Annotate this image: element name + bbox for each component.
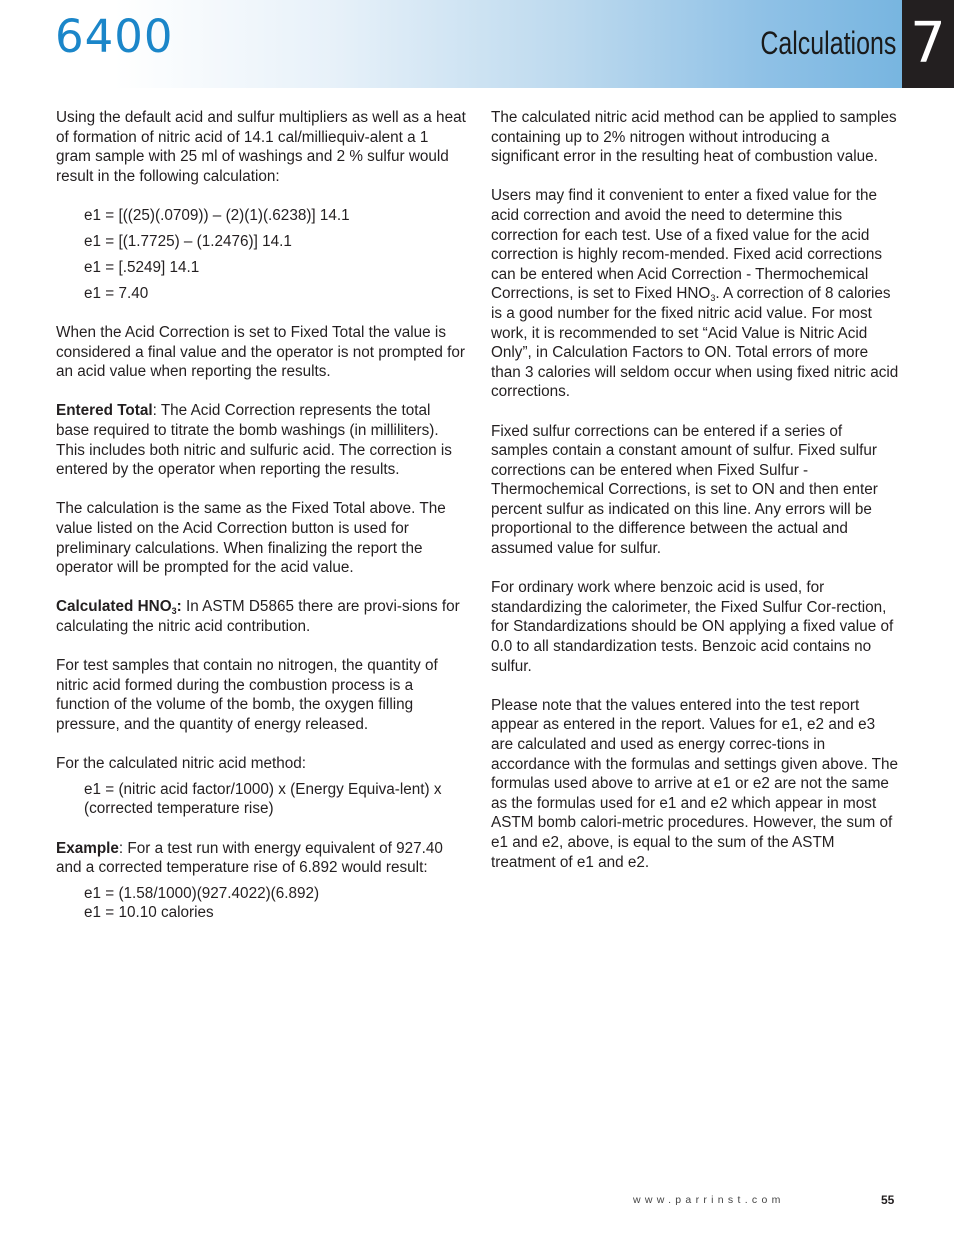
paragraph: Fixed sulfur corrections can be entered if a series of samples contain a constant amount of sulfur. Fixed sulfur corrections can be entered when Fixed Sulfur - Thermochemical Corrections, is set to ON and then enter percent sulfur as indicated on this line. Any errors will be proportional to the difference between the actual and assumed value for sulfur. — [491, 422, 878, 558]
left-column — [56, 108, 466, 923]
paragraph: The calculated nitric acid method can be applied to samples containing up to 2% nitrogen without introducing a significant error in the resulting heat of combustion value. — [491, 109, 897, 166]
equation: e1 = (1.58/1000)(927.4022)(6.892) — [84, 884, 320, 902]
equation: e1 = [((25)(.0709)) – (2)(1)(.6238)] 14.1 — [84, 206, 350, 224]
paragraph: For test samples that contain no nitrogen, the quantity of nitric acid formed during the combustion process is a function of the volume of the bomb, the oxygen filling pressure, and the quantity of energy released. — [56, 657, 438, 733]
term-label: Example — [56, 839, 119, 857]
equation: e1 = 10.10 calories — [84, 904, 214, 922]
paragraph: Entered Total: The Acid Correction represents the total base required to titrate the bomb washings (in milliliters). This includes both nitric and sulfuric acid. The correction is entered by the operator when reporting the results. — [56, 402, 452, 479]
paragraph: When the Acid Correction is set to Fixed Total the value is considered a final value and the operator is not prompted for an acid value when reporting the results. — [56, 324, 466, 381]
footer-url: www.parrinst.com — [633, 1194, 785, 1206]
paragraph: For the calculated nitric acid method: — [56, 755, 306, 773]
paragraph: The calculation is the same as the Fixed Total above. The value listed on the Acid Correction button is used for preliminary calculations. When finalizing the report the operator will be prompted for the acid value. — [56, 500, 446, 577]
term-label: Entered Total — [56, 402, 153, 420]
paragraph: Calculated $HNO_3$: In ASTM D5865 there are provi-sions for calculating the nitric acid contribution. — [56, 598, 460, 636]
paragraph: For ordinary work where benzoic acid is used, for standardizing the calorimeter, the Fixed Sulfur Cor-rection, for Standardizations should be ON applying a fixed value of 0.0 to all standardization tests. Benzoic acid contains no sulfur. — [491, 579, 894, 675]
right-column — [491, 108, 901, 892]
term-label: Calculated $HNO_3$: — [56, 598, 182, 617]
model-title: 6400 — [55, 10, 174, 63]
page-number: 55 — [881, 1193, 895, 1207]
section-title: Calculations — [760, 25, 896, 61]
equation: e1 = (nitric acid factor/1000) x (Energy Equiva-lent) x (corrected temperature rise) — [84, 780, 442, 818]
paragraph: Users may find it convenient to enter a fixed value for the acid correction and avoid the need to determine this correction for each test. Use of a fixed value for the acid correction is highly recom-mended. Fixed acid corrections can be entered when Acid Correction - Thermochemical Corrections, is set to Fixed $HNO_3$. A correction of 8 calories is a good number for the fixed nitric acid value. For most work, it is recommended to set “Acid Value is Nitric Acid Only”, in Calculation Factors to ON. Total errors of more than 3 calories will seldom occur when using fixed nitric acid corrections. — [491, 187, 899, 401]
paragraph: Using the default acid and sulfur multipliers as well as a heat of formation of nitric acid of 14.1 cal/milliequiv-alent a 1 gram sample with 25 ml of washings and 2 % sulfur would result in the following calculation: — [56, 109, 466, 185]
equation: e1 = 7.40 — [84, 284, 149, 302]
paragraph: Please note that the values entered into the test report appear as entered in the report. Values for e1, e2 and e3 are calculated and used as energy correc-tions in accordance with the formulas and settings given above. The formulas used above to arrive at e1 or e2 are not the same as the formulas used for e1 and e2 which appear in most ASTM bomb calori-metric procedures. However, the sum of e1 and e2, above, is equal to the sum of the ASTM treatment of e1 and e2. — [491, 696, 899, 871]
chapter-number: 7 — [902, 0, 954, 88]
equation: e1 = [.5249] 14.1 — [84, 258, 200, 276]
equation: e1 = [(1.7725) – (1.2476)] 14.1 — [84, 232, 292, 250]
paragraph: Example: For a test run with energy equivalent of 927.40 and a corrected temperature rise of 6.892 would result: — [56, 839, 443, 877]
